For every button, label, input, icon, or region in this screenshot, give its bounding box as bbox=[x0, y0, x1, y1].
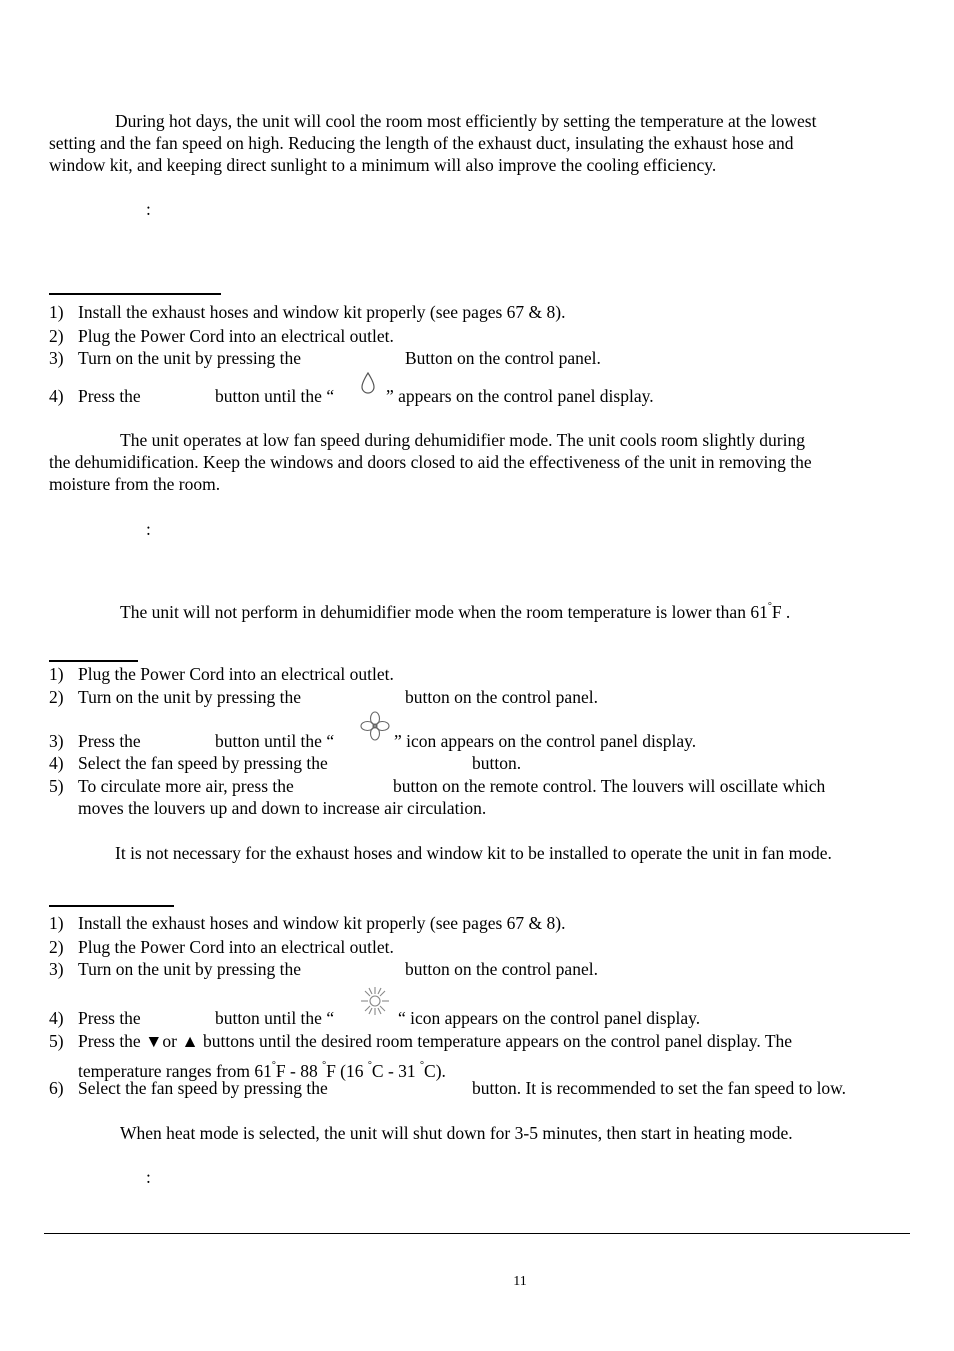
step-text: button on the control panel. bbox=[405, 687, 598, 707]
step-text: Select the fan speed by pressing the bbox=[78, 1078, 328, 1098]
section-heading-rule bbox=[49, 905, 174, 907]
step-number: 2) bbox=[49, 937, 64, 957]
step-number: 1) bbox=[49, 302, 64, 322]
heat-note: When heat mode is selected, the unit will shut down for 3-5 minutes, then start in heating mode. bbox=[120, 1123, 793, 1143]
note-line-3: moisture from the room. bbox=[49, 474, 221, 494]
step-text: button until the “ bbox=[215, 1008, 335, 1028]
step-number: 6) bbox=[49, 1078, 64, 1098]
step-text: button on the control panel. bbox=[405, 959, 598, 979]
step-text: Press the bbox=[78, 731, 141, 751]
step-text: Plug the Power Cord into an electrical outlet. bbox=[78, 664, 394, 684]
step-text: Turn on the unit by pressing the bbox=[78, 348, 301, 368]
step-text: “ icon appears on the control panel display. bbox=[398, 1008, 701, 1028]
step-number: 2) bbox=[49, 326, 64, 346]
temp-text: F (16 bbox=[326, 1061, 368, 1081]
colon-label: : bbox=[146, 519, 151, 539]
temp-text: F - 88 bbox=[275, 1061, 323, 1081]
section-heading-rule bbox=[49, 293, 221, 295]
note-line-1: The unit operates at low fan speed during dehumidifier mode. The unit cools room slightly during bbox=[120, 430, 805, 450]
note-line-2: the dehumidification. Keep the windows and doors closed to aid the effectiveness of the unit in removing the bbox=[49, 452, 812, 472]
colon-label: : bbox=[146, 1167, 151, 1187]
degree-symbol: ° bbox=[367, 1060, 372, 1071]
step-text: Turn on the unit by pressing the bbox=[78, 959, 301, 979]
step-text: To circulate more air, press the bbox=[78, 776, 294, 796]
step-text: button on the remote control. The louvers will oscillate which bbox=[393, 776, 826, 796]
colon-label: : bbox=[146, 199, 151, 219]
intro-line-2: setting and the fan speed on high. Reducing the length of the exhaust duct, insulating the exhaust hose and bbox=[49, 133, 794, 153]
step-number: 2) bbox=[49, 687, 64, 707]
step-text: ” appears on the control panel display. bbox=[386, 386, 654, 406]
degree-symbol: ° bbox=[420, 1060, 425, 1071]
intro-line-3: window kit, and keeping direct sunlight to a minimum will also improve the cooling efficiency. bbox=[49, 155, 717, 175]
step-number: 5) bbox=[49, 1031, 64, 1051]
step-text: Button on the control panel. bbox=[405, 348, 601, 368]
degree-symbol: ° bbox=[322, 1060, 327, 1071]
fan-icon bbox=[360, 711, 390, 741]
step-text: button until the “ bbox=[215, 386, 335, 406]
fan-note: It is not necessary for the exhaust hoses and window kit to be installed to operate the unit in fan mode. bbox=[115, 843, 832, 863]
step-number: 4) bbox=[49, 753, 64, 773]
water-drop-icon bbox=[359, 371, 377, 397]
warning-text bbox=[120, 596, 790, 623]
step-text: Install the exhaust hoses and window kit properly (see pages 67 & 8). bbox=[78, 302, 566, 322]
footer-rule bbox=[44, 1233, 910, 1234]
step-text: ” icon appears on the control panel display. bbox=[394, 731, 697, 751]
step-number: 5) bbox=[49, 776, 64, 796]
temp-text: temperature ranges from 61 bbox=[78, 1061, 272, 1081]
warning-text-b: F . bbox=[771, 602, 791, 622]
step-number: 4) bbox=[49, 386, 64, 406]
step-text: button. bbox=[472, 753, 522, 773]
degree-symbol: ° bbox=[767, 601, 772, 612]
temp-text: C). bbox=[424, 1061, 446, 1081]
step-text: Plug the Power Cord into an electrical outlet. bbox=[78, 326, 394, 346]
step-text: Turn on the unit by pressing the bbox=[78, 687, 301, 707]
step-text: button. It is recommended to set the fan speed to low. bbox=[472, 1078, 847, 1098]
step-text: Press the bbox=[78, 1008, 141, 1028]
step-text: Install the exhaust hoses and window kit properly (see pages 67 & 8). bbox=[78, 913, 566, 933]
temp-text: C - 31 bbox=[371, 1061, 421, 1081]
step-text: moves the louvers up and down to increase air circulation. bbox=[78, 798, 487, 818]
step-text: Press the bbox=[78, 386, 141, 406]
step-text: Plug the Power Cord into an electrical outlet. bbox=[78, 937, 394, 957]
step-text: Press the ▼or ▲ buttons until the desired room temperature appears on the control panel display. The bbox=[78, 1031, 793, 1051]
section-heading-rule bbox=[49, 660, 138, 662]
intro-line-1: During hot days, the unit will cool the room most efficiently by setting the temperature at the lowest bbox=[115, 111, 817, 131]
step-number: 3) bbox=[49, 731, 64, 751]
warning-text-a: The unit will not perform in dehumidifier mode when the room temperature is lower than 61 bbox=[120, 602, 768, 622]
step-number: 4) bbox=[49, 1008, 64, 1028]
step-text: button until the “ bbox=[215, 731, 335, 751]
step-number: 1) bbox=[49, 664, 64, 684]
step-number: 3) bbox=[49, 959, 64, 979]
step-number: 3) bbox=[49, 348, 64, 368]
page-number: 11 bbox=[513, 1274, 527, 1289]
step-number: 1) bbox=[49, 913, 64, 933]
degree-symbol: ° bbox=[271, 1060, 276, 1071]
sun-heat-icon bbox=[359, 985, 391, 1017]
step-text: Select the fan speed by pressing the bbox=[78, 753, 328, 773]
